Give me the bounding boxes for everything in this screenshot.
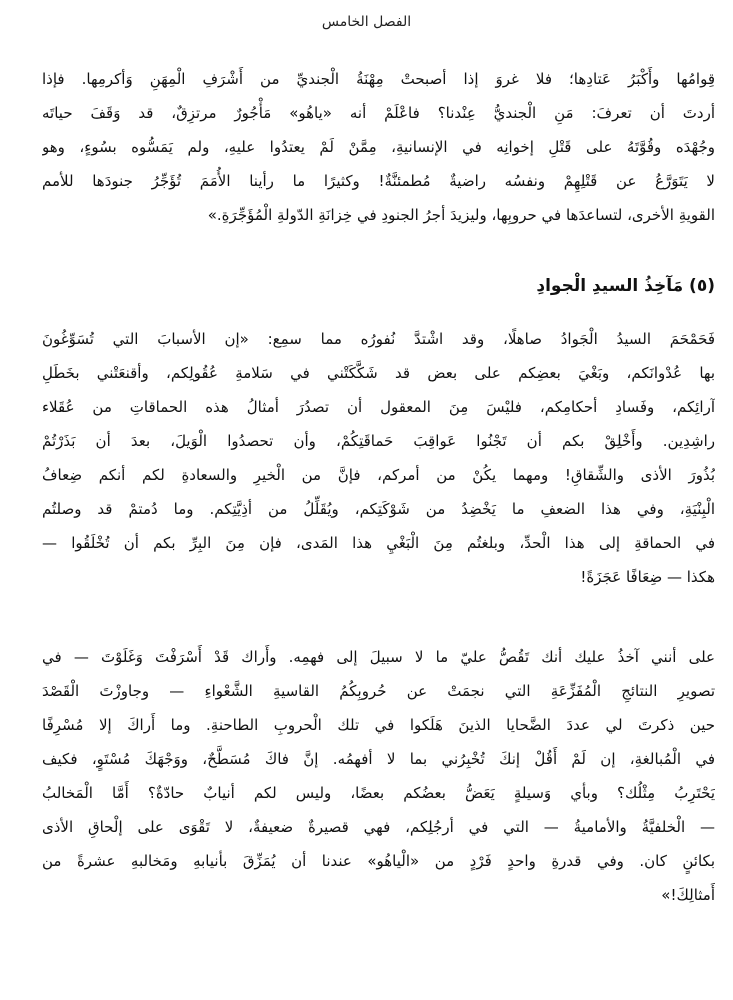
text-line: هكذا — ضِعَافًا عَجَزَةً! <box>580 568 715 586</box>
text-line: أَمثالِكَ!» <box>661 886 715 904</box>
text-line: في الحماقةِ إلى هذا الْحدِّ، وبلغتُم مِنَ الْبَغْيِ هذا المَدى، فإن مِنَ البِرِّ بكم أن تُخْلَقُوا — <box>42 534 715 552</box>
text-line: بها عُدْوانَكم، وبَغْيَ بعضِكم على بعض قد شَكَّكَتْني في سَلامةِ عُقُولِكم، وأقنعَتْني بخَطَلِ <box>42 364 715 382</box>
text-line: قِوامُها وأَكْبَرُ عَتادِها؛ فلا غروَ إذا أصبحتْ مِهْنَةُ الْجنديِّ من أَشْرَفِ الْمِهَنِ وَأكرمِها. فإذا <box>42 70 715 88</box>
text-line: في الْمُبالغةِ، إن لَمْ أَقُلْ إنكَ تُخْبِرُني بما لا أفهمُه. إنَّ فاكَ مُسَطَّحٌ، ووَجْهَكَ مُسْتَوٍ، فكيف <box>42 750 715 768</box>
text-line: راشِدِين. وأَخْلِقْ بكم أن تَجْنُوا عَواقِبَ حَماقَتِكُمْ، وأن تحصدُوا الْوَيلَ، بعدَ أن بَذَرْتُمْ <box>42 432 715 450</box>
paragraph-1 <box>42 62 715 232</box>
paragraph-3 <box>42 640 715 912</box>
text-line: فَحَمْحَمَ السيدُ الْجَوادُ صاهلًا، وقد اشْتدَّ نُفورُه مما سمِع: «إن الأسبابَ التي تُسَوِّغُونَ <box>42 330 715 348</box>
text-line: القويةِ الأخرى، لتساعدَها في حروبِها، وليزيدَ أجرُ الجنودِ في خِزانَةِ الدّولةِ الْمُؤَجِّرَةِ.» <box>207 206 715 224</box>
section-heading: (٥) مَآخِذُ السيدِ الْجوادِ <box>536 276 715 296</box>
text-line: — الْخلفيَّةُ والأماميةُ — التي في أرجُلِكم، فهي قصيرةٌ ضعيفةٌ، لا تَقْوَى على إلْحاقِ الأذى <box>42 818 715 836</box>
text-line: وجُهْدَه وقُوَّتَهُ على قَتْلِ إخوانِه في الإنسانيةِ، مِمَّنْ لَمْ يعتدُوا عليهِ، ولم يَمَسُّوه بسُوءٍ، وهو <box>42 138 715 156</box>
text-line: آرائِكم، وفَسادِ أحكامِكم، فليْسَ مِنَ المعقول أن تصدُرَ أمثالُ هذه الحماقاتِ من عُقَلاء <box>42 398 715 416</box>
text-line: أردتَ أن تعرفَ: مَنِ الْجنديُّ عِنْدنا؟ فاعْلَمْ أنه «ياهُو» مَأْجُورٌ مرتزِقٌ، قد وَقَفَ حياتَه <box>42 104 715 122</box>
paragraph-2 <box>42 322 715 594</box>
text-line: تصويرِ النتائجِ الْمُفَزِّعَةِ التي نجمَتْ عن حُروبِكُمُ القاسيةِ الشَّعْواءِ — وجاوزْتَ الْقَصْدَ <box>42 682 715 700</box>
text-line: على أنني آخذُ عليك أنك تَقُصُّ عليّ ما لا سبيلَ إلى فهمِه. وأَراك قَدْ أَسْرَفْتَ وَغَلَوْتَ — في <box>42 648 715 666</box>
text-line: بُذُورَ الأذى والشِّقاقِ! ومهما يكُنْ من أمركم، فإنَّ من الْخيرِ والسعادةِ لكم أنكم ضِعافُ <box>42 466 715 484</box>
running-header: الفصل الخامس <box>321 14 412 30</box>
text-line: بكائنٍ كان. وفي قدرةِ واحدٍ فَرْدٍ من «الْياهُو» عندنا أن يُمَزِّقَ بأنيابهِ ومَخالبهِ عشرةً من <box>42 852 715 870</box>
text-line: حين ذكرتَ لي عددَ الضَّحايا الذينَ هَلَكوا في تلك الْحروبِ الطاحنةِ. وما أَراكَ إلا مُسْرِفًا <box>42 716 715 734</box>
text-line: لا يَتَوَرَّعُ عن قَتْلِهِمْ ونفسُه راضيةٌ مُطمئنَّةٌ! وكثيرًا ما رأينا الأُمَمَ تُؤَجِّرُ جنودَها للأمم <box>42 172 715 190</box>
text-line: الْبِنْيَةِ، وفي هذا الضعفِ ما يَخْضِدُ من شَوْكَتِكم، ويُقَلِّلُ من أذِيَّتِكم. وما دُمتمْ قد وصلتُم <box>42 500 715 518</box>
text-line: يَحْتَرِبُ مِثْلُك؟ وبأي وَسيلةٍ يَعَضُّ بعضُكم بعضًا، وليس لكم أنيابٌ حادّةٌ؟ أَمَّا الْمَخالبُ <box>42 784 715 802</box>
